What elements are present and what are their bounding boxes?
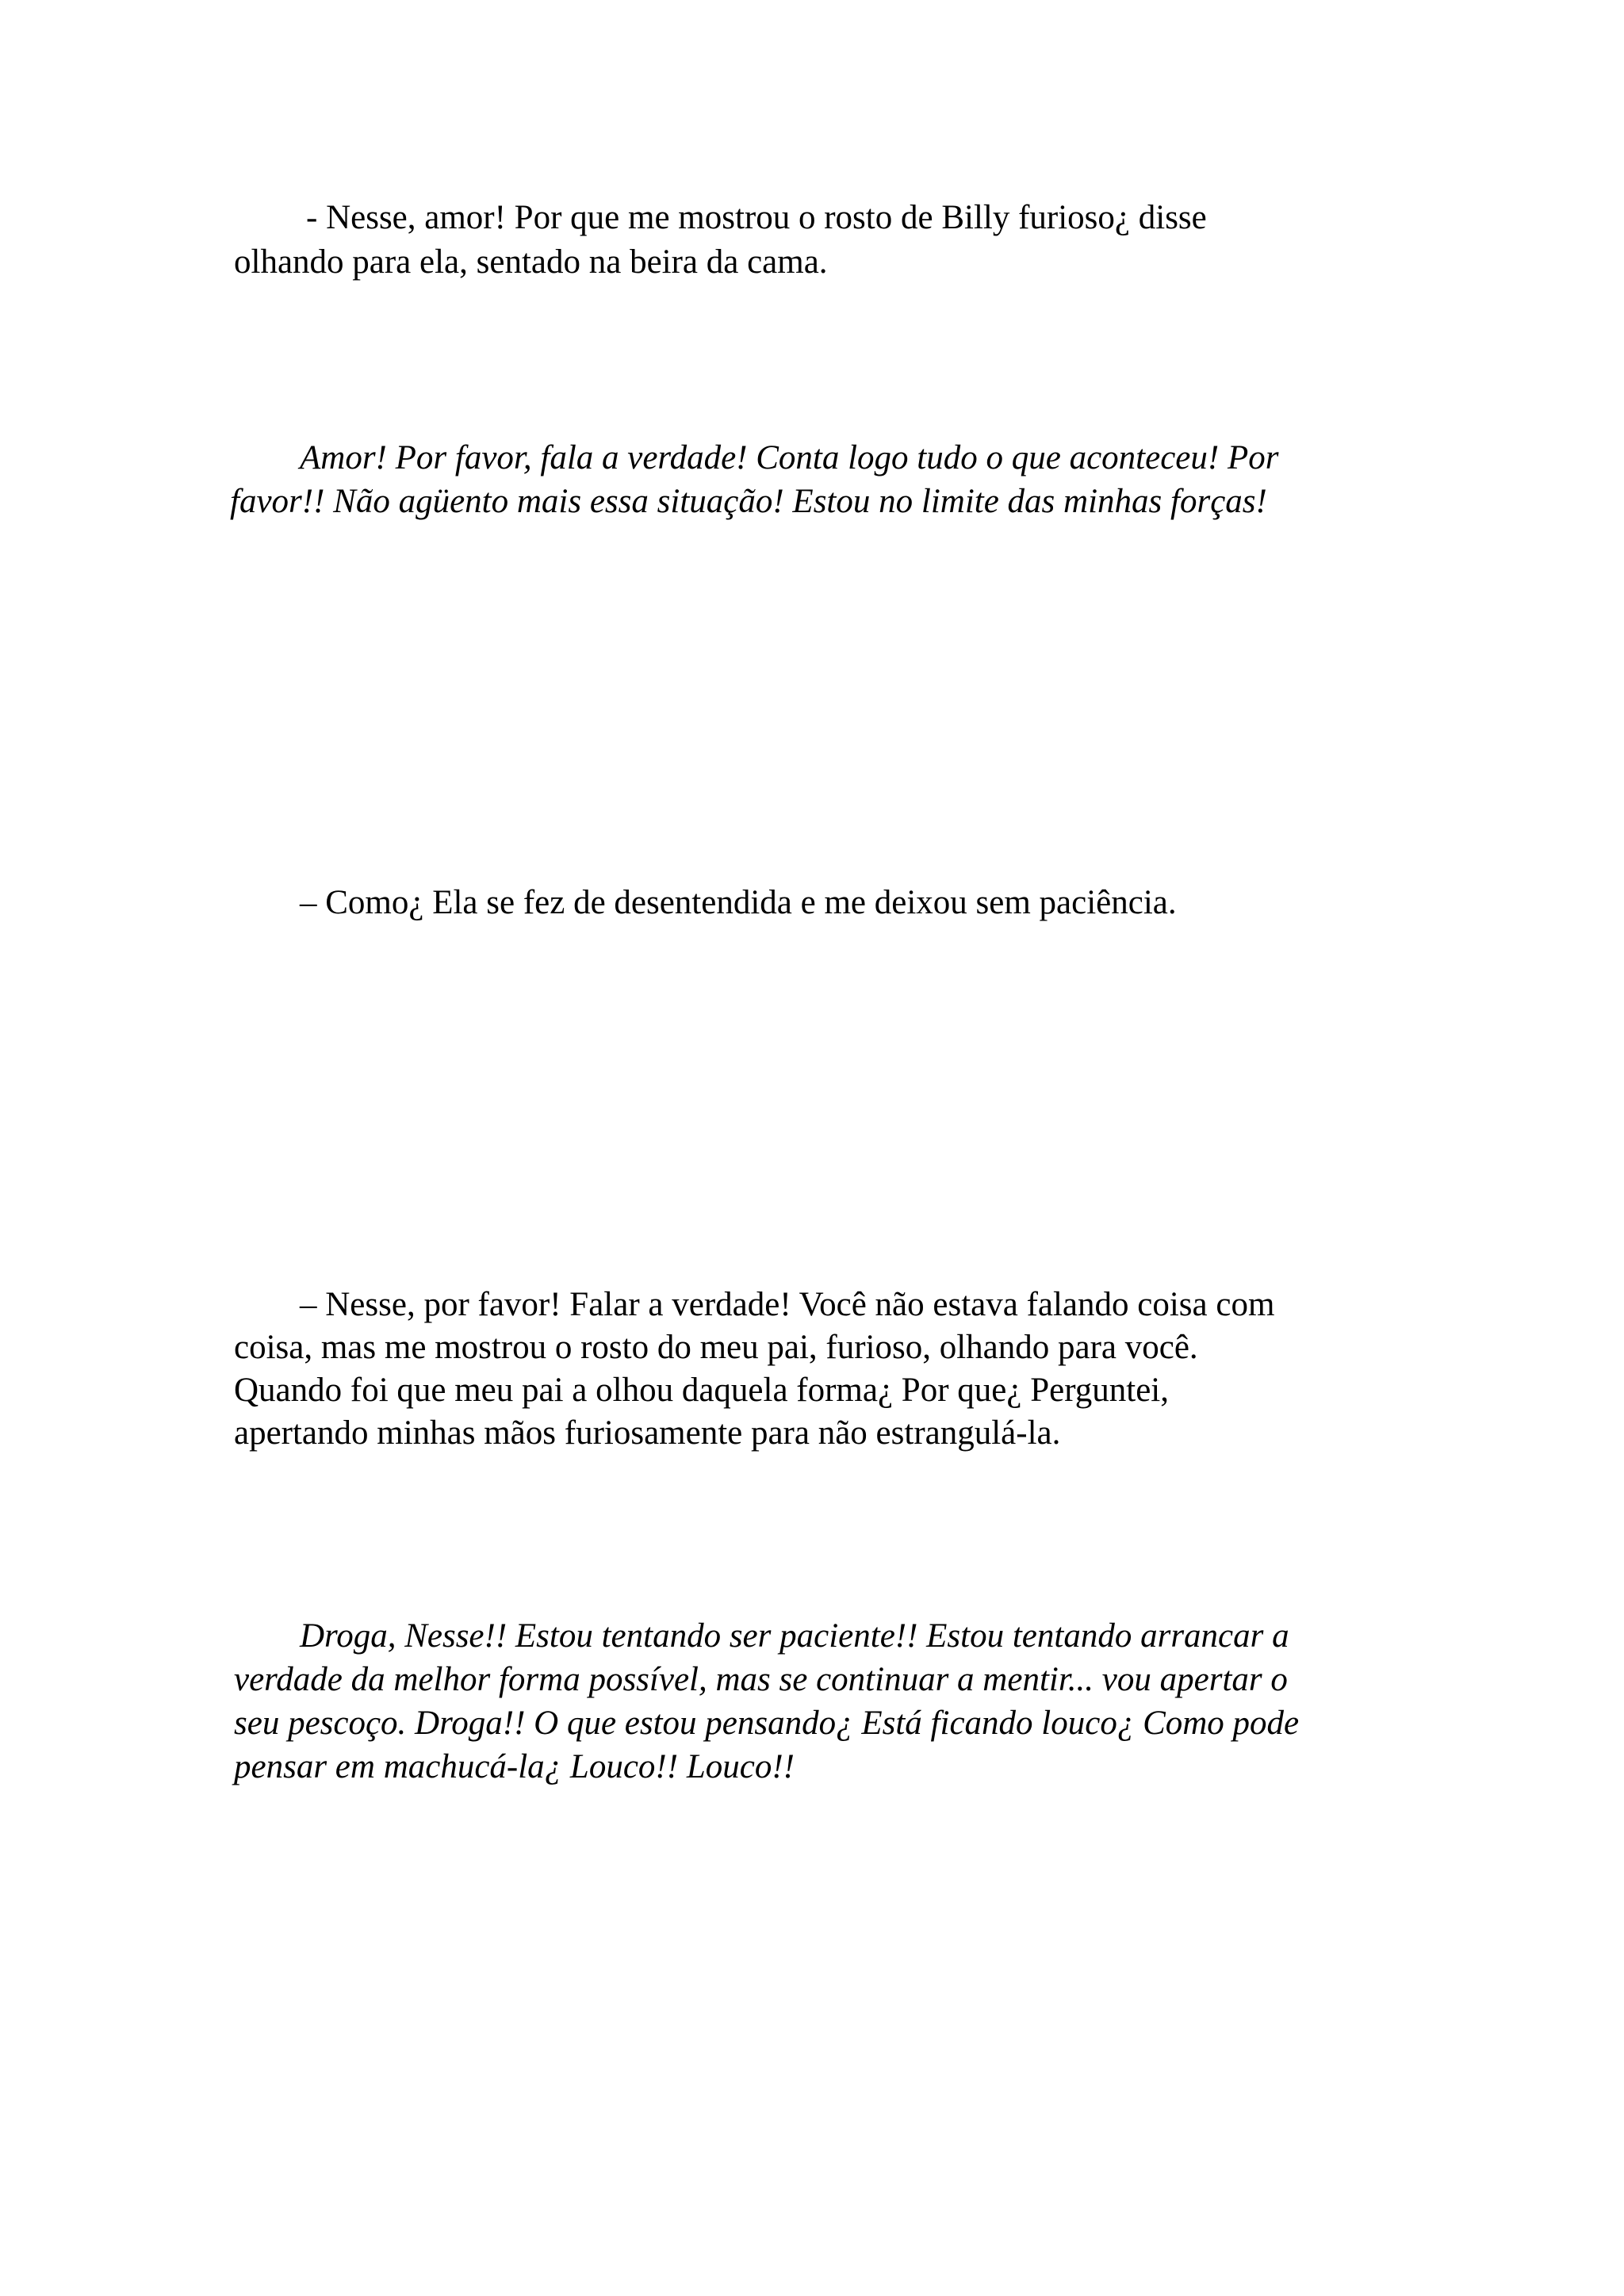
- paragraph-5-line-2: verdade da melhor forma possível, mas se continuar a mentir... vou apertar o: [234, 1661, 1288, 1698]
- paragraph-4-line-4: apertando minhas mãos furiosamente para não estrangulá-la.: [234, 1414, 1061, 1452]
- paragraph-3-line-1: – Como¿ Ela se fez de desentendida e me deixou sem paciência.: [300, 884, 1177, 921]
- paragraph-4-line-3: Quando foi que meu pai a olhou daquela forma¿ Por que¿ Perguntei,: [234, 1372, 1169, 1409]
- paragraph-4-line-2: coisa, mas me mostrou o rosto do meu pai, furioso, olhando para você.: [234, 1329, 1198, 1366]
- paragraph-2-line-2: favor!! Não agüento mais essa situação! Estou no limite das minhas forças!: [230, 483, 1267, 520]
- paragraph-5-line-4: pensar em machucá-la¿ Louco!! Louco!!: [234, 1748, 795, 1785]
- paragraph-5-line-1: Droga, Nesse!! Estou tentando ser paciente!! Estou tentando arrancar a: [300, 1617, 1289, 1655]
- paragraph-4-line-1: – Nesse, por favor! Falar a verdade! Você não estava falando coisa com: [300, 1286, 1275, 1323]
- paragraph-1-line-1: - Nesse, amor! Por que me mostrou o rosto de Billy furioso¿ disse: [306, 199, 1207, 236]
- paragraph-5-line-3: seu pescoço. Droga!! O que estou pensando¿ Está ficando louco¿ Como pode: [234, 1705, 1300, 1742]
- paragraph-1-line-2: olhando para ela, sentado na beira da cama.: [234, 243, 828, 281]
- paragraph-2-line-1: Amor! Por favor, fala a verdade! Conta logo tudo o que aconteceu! Por: [300, 439, 1279, 476]
